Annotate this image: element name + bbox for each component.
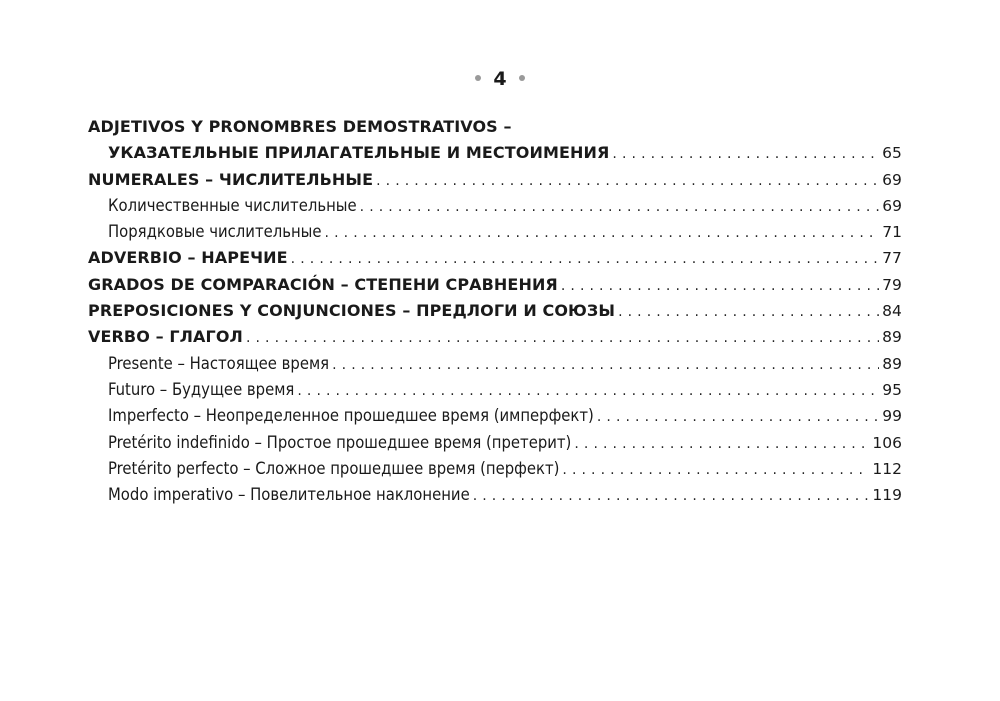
toc-entry-page: 69 [882,196,902,215]
dot-leader [562,457,869,483]
toc-entry-title: Futuro – Будущее время [108,379,295,399]
toc-entry-title: УКАЗАТЕЛЬНЫЕ ПРИЛАГАТЕЛЬНЫЕ И МЕСТОИМЕНИЯ [108,143,610,163]
dot-leader [325,220,880,246]
header-dot-left-icon [475,75,481,81]
toc-entry-adverbio[interactable] [88,245,902,271]
toc-subentry-poryadkovye[interactable] [88,219,902,245]
toc-entry-adjetivos-continued[interactable] [88,140,902,166]
toc-entry-title: NUMERALES – ЧИСЛИТЕЛЬНЫЕ [88,169,374,189]
toc-entry-page: 112 [872,459,902,478]
toc-entry-verbo[interactable] [88,324,902,350]
toc-entry-title: GRADOS DE COMPARACIÓN – СТЕПЕНИ СРАВНЕНИЯ [88,274,558,294]
dot-leader [597,404,879,430]
toc-entry-page: 89 [882,354,902,373]
toc-entry-title: Количественные числительные [108,195,357,215]
toc-entry-title: PREPOSICIONES Y CONJUNCIONES – ПРЕДЛОГИ И СОЮЗЫ [88,301,616,321]
toc-subentry-presente[interactable] [88,351,902,377]
dot-leader [574,431,869,457]
toc-entry-adjetivos[interactable] [88,114,902,140]
toc-entry-page: 106 [872,433,902,452]
dot-leader [618,299,879,325]
toc-entry-page: 69 [882,170,902,189]
toc-entry-page: 71 [882,223,902,242]
dot-leader [332,352,879,378]
table-of-contents [88,114,902,508]
toc-subentry-modo-imperativo[interactable] [88,482,902,508]
dot-leader [297,378,879,404]
dot-leader [246,325,879,351]
toc-subentry-preterito-indefinido[interactable] [88,430,902,456]
toc-entry-title: ADJETIVOS Y PRONOMBRES DEMOSTRATIVOS – [88,117,512,136]
page-header [0,64,1000,94]
toc-subentry-futuro[interactable] [88,377,902,403]
dot-leader [561,273,879,299]
toc-entry-page: 119 [872,486,902,505]
toc-entry-title: Modo imperativo – Повелительное наклонение [108,485,470,505]
header-dot-right-icon [519,75,525,81]
toc-entry-page: 89 [882,328,902,347]
toc-entry-page: 79 [882,275,902,294]
toc-entry-title: Imperfecto – Неопределенное прошедшее время (имперфект) [108,406,594,426]
dot-leader [473,483,870,509]
toc-entry-title: Pretérito perfecto – Сложное прошедшее время (перфект) [108,458,560,478]
page-number: 4 [493,68,507,90]
toc-entry-numerales[interactable] [88,167,902,193]
toc-entry-title: Pretérito indefinido – Простое прошедшее время (претерит) [108,432,572,452]
toc-entry-page: 65 [882,144,902,163]
toc-entry-title: Порядковые числительные [108,222,322,242]
toc-entry-title: Presente – Настоящее время [108,353,330,373]
toc-subentry-kolichestvennye[interactable] [88,193,902,219]
toc-entry-grados[interactable] [88,272,902,298]
toc-entry-title: VERBO – ГЛАГОЛ [88,327,243,347]
toc-subentry-imperfecto[interactable] [88,403,902,429]
dot-leader [291,246,879,272]
toc-entry-title: ADVERBIO – НАРЕЧИЕ [88,248,288,268]
toc-entry-preposiciones[interactable] [88,298,902,324]
toc-entry-page: 77 [882,249,902,268]
dot-leader [360,194,880,220]
dot-leader [612,141,879,167]
toc-subentry-preterito-perfecto[interactable] [88,456,902,482]
toc-entry-page: 84 [882,302,902,321]
toc-entry-page: 95 [882,380,902,399]
dot-leader [376,168,879,194]
toc-entry-page: 99 [882,407,902,426]
